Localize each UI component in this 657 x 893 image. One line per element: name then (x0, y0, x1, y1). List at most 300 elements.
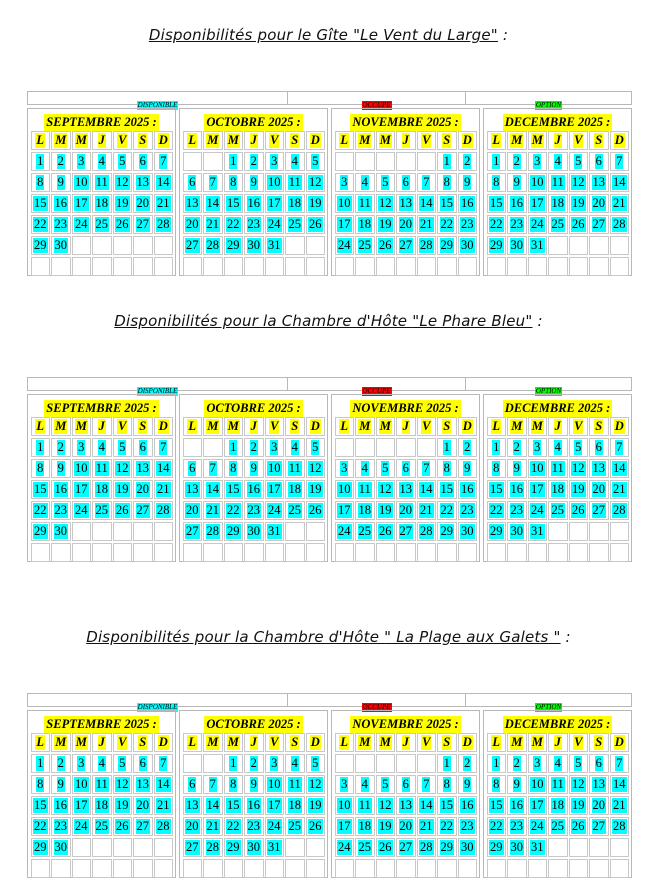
day-cell-available: 12 (569, 459, 589, 478)
day-cell-available: 7 (610, 152, 630, 171)
day-cell-available: 11 (548, 173, 568, 192)
month-header (332, 111, 479, 129)
day-cell-available: 12 (569, 173, 589, 192)
month-header (28, 111, 175, 129)
month-label: DECEMBRE 2025 : (504, 717, 611, 731)
day-cell-empty (569, 257, 589, 276)
day-cell-available: 27 (589, 817, 609, 836)
legend-available-cell (28, 92, 288, 109)
day-cell-empty (31, 859, 51, 878)
day-cell-available: 5 (113, 152, 133, 171)
day-names-row (486, 131, 631, 152)
day-cell-empty (569, 838, 589, 857)
day-cell-available: 28 (154, 215, 174, 234)
day-cell-available: 11 (285, 459, 305, 478)
day-cell-available: 6 (133, 754, 153, 773)
day-cell-available: 18 (285, 480, 305, 499)
day-cell-available: 29 (224, 838, 244, 857)
week-row (334, 817, 479, 838)
day-cell-available: 24 (335, 236, 355, 255)
day-cell-empty (548, 257, 568, 276)
day-cell-empty (458, 859, 478, 878)
day-cell-empty (507, 257, 527, 276)
day-cell-empty (92, 543, 112, 562)
day-cell-available: 19 (376, 817, 396, 836)
day-cell-available: 10 (335, 480, 355, 499)
day-cell-available: 23 (244, 215, 264, 234)
month-label: NOVEMBRE 2025 : (352, 401, 459, 415)
week-row (182, 543, 327, 564)
day-cell-available: 30 (51, 522, 71, 541)
day-cell-available: 14 (154, 459, 174, 478)
day-cell-available: 16 (458, 194, 478, 213)
day-cell-empty (548, 236, 568, 255)
day-cell-available: 3 (265, 754, 285, 773)
day-cell-available: 21 (154, 194, 174, 213)
day-cell-available: 13 (396, 796, 416, 815)
day-cell-available: 25 (355, 236, 375, 255)
day-cell-available: 15 (437, 796, 457, 815)
day-cell-available: 27 (183, 236, 203, 255)
day-cell-available: 23 (458, 215, 478, 234)
day-cell-available: 1 (437, 152, 457, 171)
day-cell-available: 1 (437, 438, 457, 457)
day-cell-empty (183, 438, 203, 457)
day-cell-available: 25 (285, 215, 305, 234)
day-cell-available: 5 (306, 754, 326, 773)
day-cell-empty (417, 257, 437, 276)
day-cell-available: 8 (224, 775, 244, 794)
day-cell-empty (437, 543, 457, 562)
day-cell-available: 19 (569, 796, 589, 815)
day-cell-available: 16 (507, 194, 527, 213)
week-row (182, 194, 327, 215)
day-cell-available: 3 (528, 152, 548, 171)
day-cell-available: 17 (335, 215, 355, 234)
day-cell-available: 10 (335, 796, 355, 815)
day-cell-empty (133, 522, 153, 541)
day-cell-available: 28 (610, 817, 630, 836)
day-cell-empty (548, 838, 568, 857)
week-row (334, 152, 479, 173)
day-cell-available: 26 (376, 236, 396, 255)
day-cell-available: 17 (528, 480, 548, 499)
day-cell-available: 15 (487, 796, 507, 815)
week-row (30, 173, 175, 194)
day-cell-available: 24 (265, 817, 285, 836)
day-cell-available: 5 (376, 459, 396, 478)
day-cell-empty (335, 257, 355, 276)
day-cell-empty (183, 754, 203, 773)
week-row (486, 257, 631, 278)
day-name-cell: V (113, 733, 133, 752)
day-cell-available: 2 (51, 438, 71, 457)
day-cell-available: 6 (589, 152, 609, 171)
month-grid (30, 131, 175, 278)
month-label: SEPTEMBRE 2025 : (46, 115, 157, 129)
day-name-cell: M (51, 417, 71, 436)
day-name-cell: D (154, 417, 174, 436)
day-cell-available: 17 (265, 194, 285, 213)
property-title-text: Disponibilités pour le Gîte "Le Vent du Large" (148, 26, 498, 44)
day-cell-empty (154, 859, 174, 878)
week-row (30, 501, 175, 522)
week-row (334, 838, 479, 859)
day-cell-empty (355, 754, 375, 773)
day-cell-available: 19 (306, 194, 326, 213)
day-name-cell: L (183, 733, 203, 752)
day-cell-empty (335, 152, 355, 171)
day-cell-empty (183, 859, 203, 878)
month-grid (30, 733, 175, 880)
day-cell-available: 21 (417, 817, 437, 836)
day-cell-available: 27 (183, 838, 203, 857)
day-cell-empty (265, 257, 285, 276)
day-cell-available: 15 (487, 194, 507, 213)
day-cell-available: 27 (396, 838, 416, 857)
day-cell-empty (376, 859, 396, 878)
day-cell-empty (203, 543, 223, 562)
day-cell-available: 7 (154, 152, 174, 171)
day-cell-available: 21 (417, 215, 437, 234)
day-cell-empty (133, 838, 153, 857)
day-cell-available: 20 (396, 501, 416, 520)
day-name-cell: V (265, 733, 285, 752)
day-cell-available: 4 (355, 459, 375, 478)
day-name-cell: M (528, 733, 548, 752)
week-row (486, 480, 631, 501)
day-cell-available: 24 (335, 522, 355, 541)
week-row (486, 438, 631, 459)
day-cell-available: 21 (154, 796, 174, 815)
day-cell-empty (396, 754, 416, 773)
property-title: Disponibilités pour le Gîte "Le Vent du Large" : (148, 26, 509, 44)
day-cell-empty (507, 543, 527, 562)
day-cell-available: 20 (133, 480, 153, 499)
week-row (30, 859, 175, 880)
day-cell-available: 13 (589, 459, 609, 478)
legend-occupied-cell (288, 694, 466, 711)
day-cell-available: 6 (183, 173, 203, 192)
day-name-cell: S (589, 417, 609, 436)
day-cell-empty (154, 838, 174, 857)
day-cell-empty (51, 543, 71, 562)
day-cell-available: 3 (265, 438, 285, 457)
day-cell-available: 8 (487, 173, 507, 192)
day-cell-available: 16 (244, 480, 264, 499)
day-cell-available: 14 (203, 796, 223, 815)
day-cell-available: 15 (437, 480, 457, 499)
day-name-cell: V (569, 131, 589, 150)
months-row (27, 394, 632, 562)
day-name-cell: L (335, 733, 355, 752)
day-cell-empty (306, 838, 326, 857)
day-cell-available: 21 (610, 796, 630, 815)
month-calendar (483, 108, 632, 276)
day-cell-available: 16 (458, 796, 478, 815)
day-cell-empty (610, 522, 630, 541)
day-cell-available: 28 (203, 838, 223, 857)
week-row (30, 152, 175, 173)
day-cell-empty (183, 152, 203, 171)
day-cell-available: 4 (355, 173, 375, 192)
day-name-cell: J (396, 417, 416, 436)
day-cell-empty (569, 859, 589, 878)
day-cell-available: 14 (154, 775, 174, 794)
day-cell-empty (203, 152, 223, 171)
day-cell-available: 2 (458, 152, 478, 171)
day-cell-available: 20 (589, 480, 609, 499)
day-cell-available: 26 (569, 215, 589, 234)
day-name-cell: L (487, 131, 507, 150)
day-name-cell: V (113, 131, 133, 150)
day-cell-available: 30 (244, 522, 264, 541)
day-cell-available: 15 (31, 796, 51, 815)
day-cell-available: 9 (51, 173, 71, 192)
day-cell-available: 6 (133, 438, 153, 457)
day-cell-available: 26 (113, 501, 133, 520)
day-cell-available: 5 (569, 754, 589, 773)
day-cell-empty (569, 522, 589, 541)
day-cell-available: 29 (31, 236, 51, 255)
day-cell-available: 3 (335, 459, 355, 478)
day-cell-empty (355, 257, 375, 276)
day-cell-available: 11 (92, 459, 112, 478)
day-cell-empty (335, 859, 355, 878)
month-calendar (27, 710, 176, 878)
day-cell-available: 30 (458, 838, 478, 857)
day-name-cell: L (31, 417, 51, 436)
day-names-row (486, 733, 631, 754)
day-cell-empty (244, 543, 264, 562)
day-cell-available: 7 (154, 438, 174, 457)
day-cell-available: 1 (487, 438, 507, 457)
day-name-cell: M (376, 131, 396, 150)
day-cell-available: 12 (113, 775, 133, 794)
day-cell-available: 14 (154, 173, 174, 192)
day-cell-available: 9 (51, 775, 71, 794)
day-cell-available: 20 (183, 215, 203, 234)
day-name-cell: M (507, 733, 527, 752)
day-cell-available: 15 (487, 480, 507, 499)
day-cell-available: 10 (335, 194, 355, 213)
month-label: DECEMBRE 2025 : (504, 115, 611, 129)
week-row (182, 152, 327, 173)
day-cell-available: 29 (487, 236, 507, 255)
day-cell-available: 5 (113, 438, 133, 457)
day-name-cell: D (306, 417, 326, 436)
day-cell-available: 8 (224, 173, 244, 192)
day-name-cell: M (203, 733, 223, 752)
day-cell-available: 10 (265, 173, 285, 192)
day-cell-available: 29 (437, 522, 457, 541)
day-cell-available: 8 (487, 775, 507, 794)
day-cell-available: 25 (285, 817, 305, 836)
legend-option-cell (466, 694, 631, 711)
day-cell-available: 15 (224, 480, 244, 499)
month-header (28, 397, 175, 415)
day-cell-available: 8 (437, 459, 457, 478)
day-cell-available: 16 (507, 480, 527, 499)
day-cell-available: 13 (183, 480, 203, 499)
day-name-cell: S (285, 733, 305, 752)
day-cell-empty (355, 438, 375, 457)
day-cell-available: 12 (113, 173, 133, 192)
day-name-cell: M (224, 733, 244, 752)
legend (27, 377, 632, 395)
week-row (334, 459, 479, 480)
month-calendar (483, 710, 632, 878)
day-cell-available: 9 (458, 775, 478, 794)
day-cell-available: 30 (244, 838, 264, 857)
week-row (486, 173, 631, 194)
day-cell-empty (306, 859, 326, 878)
day-cell-empty (72, 236, 92, 255)
day-cell-available: 17 (335, 817, 355, 836)
day-cell-available: 4 (355, 775, 375, 794)
day-names-row (334, 417, 479, 438)
day-name-cell: M (224, 131, 244, 150)
day-cell-empty (113, 859, 133, 878)
day-cell-empty (610, 543, 630, 562)
week-row (486, 543, 631, 564)
property-title: Disponibilités pour la Chambre d'Hôte "Le Phare Bleu" : (114, 312, 543, 330)
day-name-cell: L (335, 417, 355, 436)
day-cell-available: 18 (92, 796, 112, 815)
day-cell-available: 23 (51, 817, 71, 836)
day-cell-available: 17 (72, 194, 92, 213)
day-cell-empty (396, 438, 416, 457)
day-cell-empty (92, 236, 112, 255)
day-cell-empty (396, 543, 416, 562)
day-cell-available: 9 (507, 775, 527, 794)
day-names-row (182, 417, 327, 438)
day-cell-available: 18 (285, 796, 305, 815)
day-name-cell: D (154, 131, 174, 150)
day-cell-empty (113, 522, 133, 541)
day-cell-available: 22 (224, 215, 244, 234)
day-cell-available: 16 (51, 480, 71, 499)
day-cell-available: 29 (487, 838, 507, 857)
day-cell-available: 22 (487, 215, 507, 234)
day-cell-available: 20 (396, 817, 416, 836)
day-name-cell: V (113, 417, 133, 436)
week-row (486, 817, 631, 838)
day-cell-empty (335, 543, 355, 562)
day-name-cell: M (528, 417, 548, 436)
week-row (486, 459, 631, 480)
day-cell-available: 18 (92, 194, 112, 213)
day-name-cell: S (437, 733, 457, 752)
day-cell-available: 24 (528, 817, 548, 836)
week-row (182, 459, 327, 480)
day-cell-empty (154, 543, 174, 562)
day-name-cell: S (589, 131, 609, 150)
week-row (30, 522, 175, 543)
day-cell-available: 9 (244, 459, 264, 478)
day-name-cell: J (244, 733, 264, 752)
month-header (484, 111, 631, 129)
day-cell-available: 7 (610, 438, 630, 457)
day-cell-available: 18 (92, 480, 112, 499)
week-row (486, 754, 631, 775)
day-cell-available: 6 (133, 152, 153, 171)
day-cell-available: 2 (458, 754, 478, 773)
day-cell-available: 30 (51, 838, 71, 857)
day-cell-empty (417, 754, 437, 773)
property-title: Disponibilités pour la Chambre d'Hôte " La Plage aux Galets " : (86, 628, 571, 646)
day-name-cell: L (183, 131, 203, 150)
day-cell-available: 11 (355, 194, 375, 213)
day-cell-available: 29 (224, 236, 244, 255)
day-cell-available: 24 (72, 215, 92, 234)
day-name-cell: D (458, 733, 478, 752)
day-cell-available: 23 (507, 215, 527, 234)
day-cell-available: 22 (224, 501, 244, 520)
day-cell-available: 12 (376, 480, 396, 499)
day-cell-available: 5 (376, 173, 396, 192)
day-cell-available: 27 (133, 817, 153, 836)
day-cell-available: 14 (610, 775, 630, 794)
day-cell-available: 31 (265, 522, 285, 541)
week-row (334, 859, 479, 880)
day-cell-available: 2 (51, 754, 71, 773)
day-cell-available: 15 (31, 194, 51, 213)
day-cell-available: 10 (72, 775, 92, 794)
day-cell-available: 23 (244, 817, 264, 836)
day-cell-available: 16 (244, 194, 264, 213)
day-cell-empty (154, 522, 174, 541)
day-cell-available: 28 (417, 236, 437, 255)
legend (27, 693, 632, 711)
day-cell-available: 5 (569, 152, 589, 171)
day-cell-available: 17 (72, 480, 92, 499)
day-name-cell: L (335, 131, 355, 150)
day-cell-available: 2 (244, 152, 264, 171)
month-grid (486, 417, 631, 564)
week-row (30, 796, 175, 817)
day-cell-available: 4 (548, 152, 568, 171)
day-names-row (334, 131, 479, 152)
day-cell-empty (487, 257, 507, 276)
day-cell-available: 27 (133, 215, 153, 234)
day-cell-available: 5 (306, 152, 326, 171)
day-cell-empty (244, 257, 264, 276)
day-cell-available: 29 (31, 522, 51, 541)
day-cell-empty (203, 257, 223, 276)
day-name-cell: M (528, 131, 548, 150)
day-cell-empty (92, 257, 112, 276)
day-cell-available: 8 (437, 173, 457, 192)
month-label: SEPTEMBRE 2025 : (46, 401, 157, 415)
day-cell-available: 19 (376, 501, 396, 520)
day-cell-empty (528, 859, 548, 878)
day-cell-available: 29 (437, 838, 457, 857)
day-cell-available: 17 (335, 501, 355, 520)
day-cell-available: 10 (72, 173, 92, 192)
month-header (332, 397, 479, 415)
day-name-cell: V (569, 733, 589, 752)
day-cell-available: 19 (113, 480, 133, 499)
day-names-row (486, 417, 631, 438)
day-cell-available: 19 (113, 796, 133, 815)
day-cell-empty (265, 859, 285, 878)
day-cell-empty (203, 859, 223, 878)
week-row (486, 775, 631, 796)
legend-occupied-cell (288, 378, 466, 395)
legend-option: OPTION (535, 387, 562, 395)
day-name-cell: J (548, 733, 568, 752)
